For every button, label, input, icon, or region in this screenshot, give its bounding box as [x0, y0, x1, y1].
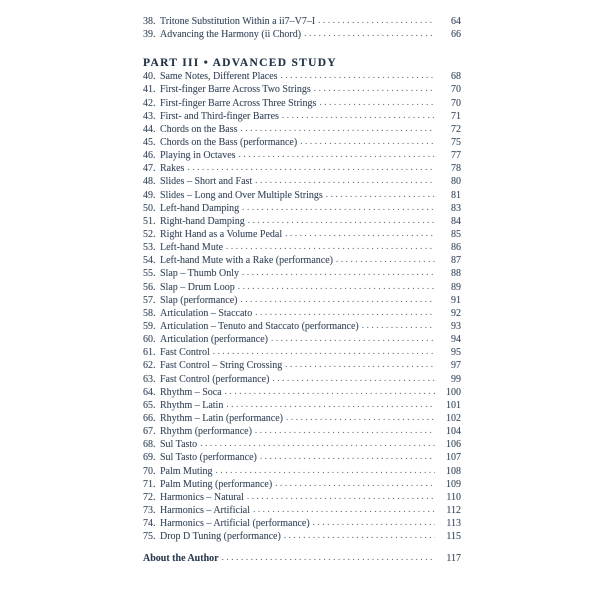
entry-page-number: 115 [446, 531, 461, 543]
entry-number: 66. [143, 412, 156, 424]
entry-title: Slap – Drum Loop [160, 281, 235, 293]
entry-page-number: 86 [451, 242, 461, 254]
entry-number: 71. [143, 478, 156, 490]
entry-number: 74. [143, 518, 156, 530]
entry-title: Harmonics – Artificial (performance) [160, 518, 310, 530]
entry-number: 56. [143, 281, 156, 293]
entry-title: Articulation – Staccato [160, 307, 253, 319]
entry-page-number: 81 [451, 189, 461, 201]
entry-number: 41. [143, 84, 156, 96]
entry-number: 39. [143, 29, 156, 41]
toc-entries [143, 70, 461, 543]
dot-leader [226, 240, 435, 253]
entry-number: 51. [143, 215, 156, 227]
entry-number: 45. [143, 136, 156, 148]
entry-title: Left-hand Damping [160, 202, 240, 214]
entry-title: Chords on the Bass (performance) [160, 136, 298, 148]
entry-title: Sul Tasto [160, 439, 198, 451]
dot-leader [255, 424, 435, 437]
entry-title: Fast Control [160, 347, 210, 359]
entry-page-number: 89 [451, 281, 461, 293]
entry-title: Drop D Tuning (performance) [160, 531, 281, 543]
entry-title: Slides – Short and Fast [160, 176, 253, 188]
entry-number: 44. [143, 123, 156, 135]
entry-title: Harmonics – Artificial [160, 504, 250, 516]
entry-title: Rhythm – Latin [160, 399, 224, 411]
entry-number: 42. [143, 97, 156, 109]
dot-leader [282, 109, 435, 122]
toc-row [143, 530, 461, 543]
entry-page-number: 99 [451, 373, 461, 385]
entry-title: Advancing the Harmony (ii Chord) [160, 29, 302, 41]
dot-leader [222, 551, 435, 564]
entry-title: Articulation (performance) [160, 334, 269, 346]
entry-page-number: 104 [446, 426, 461, 438]
entry-page-number: 88 [451, 268, 461, 280]
entry-page-number: 66 [451, 29, 461, 41]
entry-page-number: 109 [446, 478, 461, 490]
entry-page-number: 75 [451, 136, 461, 148]
entry-title: Harmonics – Natural [160, 491, 244, 503]
dot-leader [260, 450, 435, 463]
entry-title: Left-hand Mute [160, 242, 224, 254]
entry-number: 47. [143, 163, 156, 175]
entry-page-number: 112 [446, 504, 461, 516]
entry-page-number: 94 [451, 334, 461, 346]
entry-page-number: 83 [451, 202, 461, 214]
entry-title: Sul Tasto (performance) [160, 452, 257, 464]
entry-number: 55. [143, 268, 156, 280]
entry-page-number: 91 [451, 294, 461, 306]
entry-title: Rhythm – Soca [160, 386, 222, 398]
entry-title: Rhythm – Latin (performance) [160, 412, 284, 424]
entry-title: Left-hand Mute with a Rake (performance) [160, 255, 333, 267]
entry-page-number: 93 [451, 320, 461, 332]
entry-page-number: 64 [451, 16, 461, 27]
entry-number: 46. [143, 150, 156, 162]
entry-title: First-finger Barre Across Two Strings [160, 84, 311, 96]
dot-leader [281, 69, 435, 82]
entry-title: Slap (performance) [160, 294, 238, 306]
entry-page-number: 77 [451, 150, 461, 162]
entry-title: Slides – Long and Over Multiple Strings [160, 189, 323, 201]
entry-page-number: 107 [446, 452, 461, 464]
dot-leader [304, 27, 435, 40]
entry-page-number: 80 [451, 176, 461, 188]
entry-page-number: 97 [451, 360, 461, 372]
dot-leader [314, 82, 435, 95]
entry-number: 73. [143, 504, 156, 516]
entry-title: Right Hand as a Volume Pedal [160, 228, 283, 240]
dot-leader [362, 319, 435, 332]
entry-number: 50. [143, 202, 156, 214]
dot-leader [271, 332, 435, 345]
entry-number: 67. [143, 426, 156, 438]
footer-page-number: 117 [446, 553, 461, 565]
entry-title: Palm Muting (performance) [160, 478, 273, 490]
entry-number: 61. [143, 347, 156, 359]
dot-leader [216, 464, 435, 477]
dot-leader [284, 529, 435, 542]
entry-page-number: 95 [451, 347, 461, 359]
dot-leader [238, 280, 435, 293]
entry-page-number: 108 [446, 465, 461, 477]
dot-leader [300, 135, 435, 148]
dot-leader [275, 477, 435, 490]
toc-entries-before-heading [143, 15, 461, 41]
entry-number: 43. [143, 110, 156, 122]
part-heading: PART III • ADVANCED STUDY [143, 57, 337, 70]
dot-leader [286, 411, 435, 424]
entry-title: Rakes [160, 163, 185, 175]
entry-title: Playing in Octaves [160, 150, 236, 162]
dot-leader [272, 372, 435, 385]
dot-leader [226, 398, 435, 411]
footer-row [143, 552, 461, 565]
dot-leader [255, 174, 435, 187]
entry-page-number: 72 [451, 123, 461, 135]
dot-leader [242, 201, 435, 214]
entry-title: Right-hand Damping [160, 215, 245, 227]
entry-title: Chords on the Bass [160, 123, 238, 135]
footer-title: About the Author [143, 553, 219, 565]
entry-page-number: 70 [451, 84, 461, 96]
entry-number: 57. [143, 294, 156, 306]
entry-page-number: 78 [451, 163, 461, 175]
toc-row [143, 28, 461, 41]
entry-number: 64. [143, 386, 156, 398]
dot-leader [225, 385, 435, 398]
dot-leader [213, 345, 435, 358]
entry-page-number: 84 [451, 215, 461, 227]
entry-page-number: 110 [446, 491, 461, 503]
entry-number: 63. [143, 373, 156, 385]
dot-leader [313, 516, 435, 529]
entry-number: 60. [143, 334, 156, 346]
dot-leader [248, 214, 435, 227]
entry-number: 65. [143, 399, 156, 411]
entry-number: 69. [143, 452, 156, 464]
entry-page-number: 113 [446, 518, 461, 530]
entry-number: 58. [143, 307, 156, 319]
entry-title: Fast Control – String Crossing [160, 360, 283, 372]
entry-page-number: 68 [451, 71, 461, 83]
entry-page-number: 101 [446, 399, 461, 411]
entry-number: 75. [143, 531, 156, 543]
dot-leader [247, 490, 435, 503]
entry-page-number: 92 [451, 307, 461, 319]
entry-number: 62. [143, 360, 156, 372]
dot-leader [240, 293, 435, 306]
entry-title: Rhythm (performance) [160, 426, 252, 438]
dot-leader [285, 358, 435, 371]
entry-title: First-finger Barre Across Three Strings [160, 97, 317, 109]
entry-title: Tritone Substitution Within a ii7–V7–I [160, 16, 316, 27]
dot-leader [319, 96, 435, 109]
dot-leader [336, 253, 435, 266]
dot-leader [253, 503, 435, 516]
entry-title: Articulation – Tenuto and Staccato (performance) [160, 320, 359, 332]
entry-title: Same Notes, Different Places [160, 71, 278, 83]
dot-leader [318, 14, 435, 27]
entry-page-number: 87 [451, 255, 461, 267]
entry-number: 52. [143, 228, 156, 240]
entry-number: 38. [143, 16, 156, 27]
entry-number: 40. [143, 71, 156, 83]
entry-title: Slap – Thumb Only [160, 268, 239, 280]
dot-leader [285, 227, 435, 240]
entry-number: 72. [143, 491, 156, 503]
entry-page-number: 71 [451, 110, 461, 122]
entry-title: Fast Control (performance) [160, 373, 270, 385]
entry-number: 49. [143, 189, 156, 201]
entry-page-number: 100 [446, 386, 461, 398]
entry-number: 70. [143, 465, 156, 477]
entry-title: Palm Muting [160, 465, 213, 477]
entry-page-number: 70 [451, 97, 461, 109]
dot-leader [239, 148, 435, 161]
entry-number: 68. [143, 439, 156, 451]
entry-number: 48. [143, 176, 156, 188]
entry-number: 53. [143, 242, 156, 254]
dot-leader [200, 437, 435, 450]
dot-leader [242, 266, 435, 279]
dot-leader [326, 188, 435, 201]
dot-leader [255, 306, 435, 319]
entry-page-number: 85 [451, 228, 461, 240]
entry-page-number: 106 [446, 439, 461, 451]
toc-page [143, 15, 461, 565]
dot-leader [187, 161, 435, 174]
entry-number: 54. [143, 255, 156, 267]
entry-number: 59. [143, 320, 156, 332]
entry-page-number: 102 [446, 412, 461, 424]
entry-title: First- and Third-finger Barres [160, 110, 279, 122]
dot-leader [241, 122, 436, 135]
